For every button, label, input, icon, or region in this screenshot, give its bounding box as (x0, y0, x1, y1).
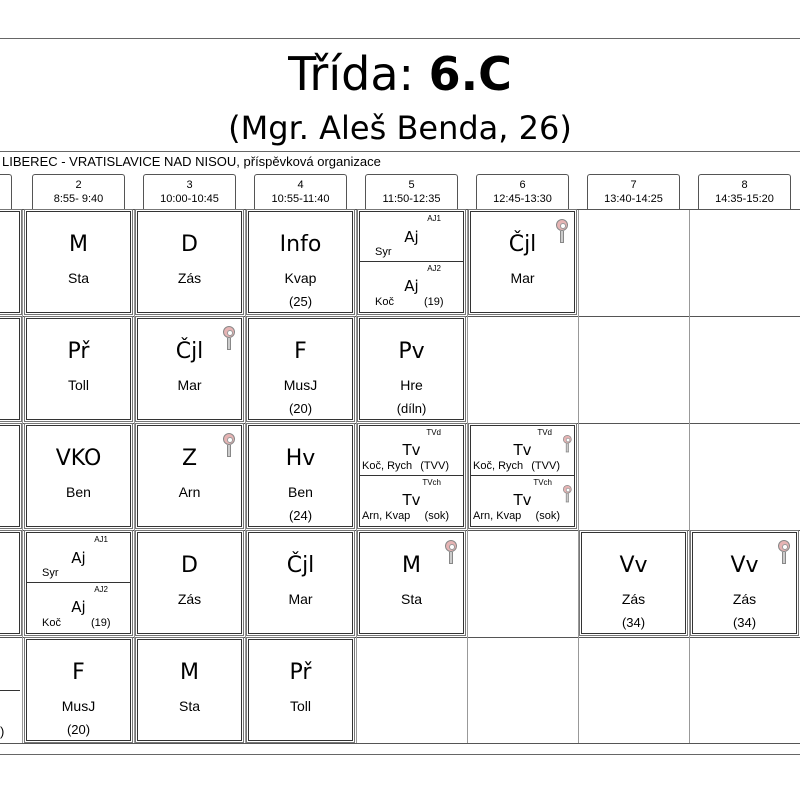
group-lesson[interactable] (360, 426, 463, 476)
teacher: Koč (42, 617, 61, 629)
subject: Info (279, 232, 322, 257)
subject: Hv (285, 446, 316, 471)
group-label: TVch (533, 478, 552, 487)
key-icon (445, 540, 457, 564)
subject: Vv (730, 553, 759, 578)
subject: D (181, 232, 198, 257)
subject: M (402, 553, 421, 578)
subject: Čjl (175, 339, 204, 364)
key-icon (223, 326, 235, 350)
lesson-cell[interactable] (26, 425, 131, 527)
group-label: AJ2 (427, 264, 441, 273)
teacher: Kvap (284, 270, 317, 286)
subject: Tv (402, 491, 421, 509)
room: (20) (66, 722, 91, 737)
lesson-cell-split[interactable] (359, 211, 464, 313)
subject: Př (67, 339, 90, 364)
teacher: Sta (178, 698, 200, 714)
subject: D (181, 553, 198, 578)
teacher: Koč (375, 296, 394, 308)
lesson-cell[interactable] (26, 211, 131, 313)
teacher: Hre (400, 377, 423, 393)
room: (25) (288, 294, 313, 309)
lesson-cell[interactable] (248, 532, 353, 634)
teacher: Zás (732, 591, 757, 607)
group-label: TVd (426, 428, 441, 437)
lesson-cell[interactable] (137, 211, 242, 313)
teacher: Arn (178, 484, 201, 500)
group-label: AJ1 (94, 535, 108, 544)
subject: Čjl (508, 232, 537, 257)
teacher: Mar (288, 591, 313, 607)
grid-row-line (0, 423, 800, 424)
subject: Z (181, 446, 198, 471)
subject: F (72, 660, 85, 685)
group-lesson[interactable] (471, 476, 574, 526)
group-lesson[interactable] (360, 262, 463, 312)
room: (TVV) (420, 460, 449, 472)
group-label: TVd (537, 428, 552, 437)
lesson-cell[interactable] (248, 425, 353, 527)
period-header-5: 5 11:50-12:35 (365, 174, 458, 210)
room: (sok) (535, 510, 560, 522)
grid-row-line (0, 316, 800, 317)
teacher: Arn, Kvap (473, 510, 522, 522)
subject: Aj (404, 228, 419, 246)
subject: Aj (71, 549, 86, 567)
period-header-3: 3 10:00-10:45 (143, 174, 236, 210)
subject: Tv (402, 441, 421, 459)
room: (TVV) (531, 460, 560, 472)
key-icon (778, 540, 790, 564)
teacher: Koč, Rych (362, 460, 413, 472)
grid-col-line (356, 210, 357, 743)
room-fragment: ) (0, 724, 5, 739)
teacher: Toll (289, 698, 311, 714)
title-divider (0, 151, 800, 152)
subject: Aj (404, 277, 419, 295)
room: (34) (621, 615, 646, 630)
period-header-2: 2 8:55- 9:40 (32, 174, 125, 210)
teacher: Zás (621, 591, 646, 607)
lesson-cell[interactable] (359, 532, 464, 634)
teacher: Mar (177, 377, 202, 393)
subject: Čjl (286, 553, 315, 578)
teacher: Koč, Rych (473, 460, 524, 472)
bottom-border (0, 754, 800, 755)
lesson-cell[interactable] (692, 532, 797, 634)
key-icon (556, 219, 568, 243)
grid-row-line (0, 637, 800, 638)
grid-col-line (689, 210, 690, 743)
school-name: LIBEREC - VRATISLAVICE NAD NISOU, příspěvková organizace (2, 154, 381, 169)
room: (34) (732, 615, 757, 630)
key-icon (563, 485, 572, 502)
grid-col-line (22, 210, 23, 743)
period-header-7: 7 13:40-14:25 (587, 174, 680, 210)
grid-col-line (578, 210, 579, 743)
lesson-cell[interactable] (470, 211, 575, 313)
room: (24) (288, 508, 313, 523)
lesson-cell-fragment[interactable] (0, 425, 20, 527)
teacher: Ben (66, 484, 91, 500)
teacher: Zás (177, 591, 202, 607)
lesson-cell[interactable] (137, 639, 242, 741)
lesson-cell[interactable] (137, 532, 242, 634)
room: (19) (91, 617, 111, 629)
lesson-cell[interactable] (248, 211, 353, 313)
group-label: AJ1 (427, 214, 441, 223)
lesson-cell[interactable] (137, 425, 242, 527)
grid-col-line (467, 210, 468, 743)
lesson-cell-fragment[interactable] (0, 318, 20, 420)
lesson-cell[interactable] (248, 639, 353, 741)
teacher: Mar (510, 270, 535, 286)
top-border (0, 38, 800, 39)
teacher: Syr (42, 567, 59, 579)
grid-col-line (134, 210, 135, 743)
group-lesson[interactable] (27, 583, 130, 633)
subject: Aj (71, 598, 86, 616)
subject: Pv (398, 339, 425, 364)
key-icon (223, 433, 235, 457)
subject: Tv (513, 491, 532, 509)
period-header-6: 6 12:45-13:30 (476, 174, 569, 210)
subject: M (180, 660, 199, 685)
teacher: Syr (375, 246, 392, 258)
period-header-1-fragment (0, 174, 12, 210)
teacher: Toll (67, 377, 89, 393)
subject: M (69, 232, 88, 257)
room: (20) (288, 401, 313, 416)
room: (19) (424, 296, 444, 308)
grid-row-line (0, 743, 800, 744)
teacher: Ben (288, 484, 313, 500)
teacher: Zás (177, 270, 202, 286)
grid-row-line (0, 209, 800, 210)
page-title: Třída: 6.C (288, 47, 512, 101)
group-lesson[interactable] (27, 533, 130, 583)
room: (sok) (424, 510, 449, 522)
lesson-cell-fragment[interactable] (0, 211, 20, 313)
key-icon (563, 435, 572, 452)
lesson-cell[interactable] (137, 318, 242, 420)
lesson-cell-fragment-line (0, 690, 20, 691)
subject: Tv (513, 441, 532, 459)
teacher: MusJ (283, 377, 318, 393)
grid-row-line (0, 530, 800, 531)
lesson-cell[interactable] (248, 318, 353, 420)
group-lesson[interactable] (360, 476, 463, 526)
class-name: 6.C (428, 47, 512, 101)
group-lesson[interactable] (471, 426, 574, 476)
period-header-4: 4 10:55-11:40 (254, 174, 347, 210)
lesson-cell-split[interactable] (470, 425, 575, 527)
class-teacher: (Mgr. Aleš Benda, 26) (228, 109, 572, 147)
period-header-8: 8 14:35-15:20 (698, 174, 791, 210)
group-label: AJ2 (94, 585, 108, 594)
teacher: Sta (67, 270, 89, 286)
lesson-cell-fragment[interactable] (0, 532, 20, 634)
grid-col-line (245, 210, 246, 743)
lesson-cell[interactable] (26, 318, 131, 420)
subject: VKO (55, 446, 102, 471)
lesson-cell-split[interactable] (26, 532, 131, 634)
group-label: TVch (422, 478, 441, 487)
lesson-cell[interactable] (581, 532, 686, 634)
subject: Vv (619, 553, 648, 578)
room: (díln) (396, 401, 427, 416)
lesson-cell[interactable] (26, 639, 131, 741)
lesson-cell[interactable] (359, 318, 464, 420)
lesson-cell-split[interactable] (359, 425, 464, 527)
subject: Př (289, 660, 312, 685)
teacher: Sta (400, 591, 422, 607)
subject: F (294, 339, 307, 364)
teacher: MusJ (61, 698, 96, 714)
group-lesson[interactable] (360, 212, 463, 262)
teacher: Arn, Kvap (362, 510, 411, 522)
